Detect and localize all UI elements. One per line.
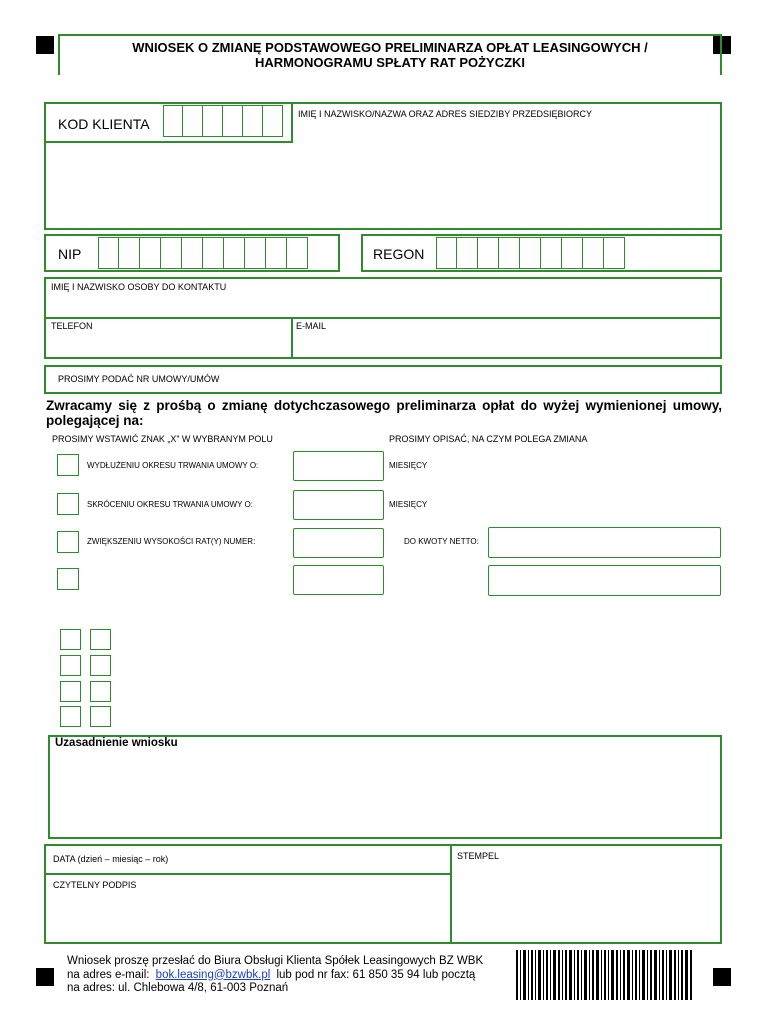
nip-cell[interactable] — [203, 237, 224, 269]
client-code-cell[interactable] — [243, 105, 263, 137]
extra-checkbox[interactable] — [90, 706, 111, 727]
shorten-term-label: SKRÓCENIU OKRESU TRWANIA UMOWY O: — [87, 500, 253, 509]
description-hint: PROSIMY OPISAĆ, NA CZYM POLEGA ZMIANA — [389, 434, 588, 444]
phone-label: TELEFON — [51, 321, 93, 331]
signature-divider — [450, 844, 452, 944]
regon-cell[interactable] — [520, 237, 541, 269]
client-name-label: IMIĘ I NAZWISKO/NAZWA ORAZ ADRES SIEDZIBY PRZEDSIĘBIORCY — [298, 109, 593, 119]
extend-term-checkbox[interactable] — [57, 454, 79, 476]
form-title-line1: WNIOSEK O ZMIANĘ PODSTAWOWEGO PRELIMINARZA OPŁAT LEASINGOWYCH / — [132, 40, 648, 55]
installment-number-input[interactable] — [293, 528, 384, 558]
extra-checkbox[interactable] — [90, 629, 111, 650]
extra-checkbox[interactable] — [60, 706, 81, 727]
registration-mark-bottom-left — [36, 968, 54, 986]
nip-cell[interactable] — [182, 237, 203, 269]
justification-label: Uzasadnienie wniosku — [55, 737, 178, 749]
extend-term-label: WYDŁUŻENIU OKRESU TRWANIA UMOWY O: — [87, 461, 259, 470]
nip-cell[interactable] — [224, 237, 245, 269]
other-option-detail-input[interactable] — [488, 565, 721, 596]
nip-label: NIP — [58, 246, 82, 262]
client-code-cell[interactable] — [223, 105, 243, 137]
nip-cell[interactable] — [266, 237, 287, 269]
regon-cell[interactable] — [562, 237, 583, 269]
footer-line2 — [67, 969, 512, 983]
nip-cells[interactable] — [98, 237, 310, 269]
contract-number-label: PROSIMY PODAĆ NR UMOWY/UMÓW — [58, 374, 220, 384]
client-name-field[interactable] — [48, 146, 718, 226]
regon-cell[interactable] — [436, 237, 457, 269]
nip-cell[interactable] — [245, 237, 266, 269]
footer-email-link[interactable]: bok.leasing@bzwbk.pl — [155, 968, 271, 981]
nip-cell[interactable] — [119, 237, 140, 269]
net-amount-input[interactable] — [488, 527, 721, 558]
increase-installment-label: ZWIĘKSZENIU WYSOKOŚCI RAT(Y) NUMER: — [87, 537, 256, 546]
date-label: DATA (dzień – miesiąc – rok) — [53, 854, 169, 864]
nip-cell[interactable] — [287, 237, 308, 269]
other-option-checkbox[interactable] — [57, 568, 79, 590]
footer-fax-text: lub pod nr fax: 61 850 35 94 lub pocztą — [276, 968, 476, 981]
email-label: E-MAIL — [296, 321, 327, 331]
email-field[interactable] — [291, 317, 722, 359]
regon-cell[interactable] — [541, 237, 562, 269]
extra-checkbox[interactable] — [60, 629, 81, 650]
shorten-term-checkbox[interactable] — [57, 493, 79, 515]
client-code-cell[interactable] — [263, 105, 283, 137]
form-title — [60, 40, 720, 70]
extend-term-months-input[interactable] — [293, 451, 384, 481]
regon-cell[interactable] — [604, 237, 625, 269]
client-code-cell[interactable] — [203, 105, 223, 137]
client-code-label: KOD KLIENTA — [58, 116, 150, 132]
nip-cell[interactable] — [140, 237, 161, 269]
client-code-cells[interactable] — [163, 105, 285, 137]
contact-person-label: IMIĘ I NAZWISKO OSOBY DO KONTAKTU — [51, 282, 227, 292]
nip-cell[interactable] — [98, 237, 119, 269]
justification-field[interactable] — [48, 735, 722, 839]
shorten-term-months-input[interactable] — [293, 490, 384, 520]
signature-label: CZYTELNY PODPIS — [53, 880, 137, 890]
request-heading: Zwracamy się z prośbą o zmianę dotychczasowego preliminarza opłat do wyżej wymienionej umowy, polegającej na: — [46, 398, 722, 428]
extra-checkbox[interactable] — [60, 655, 81, 676]
form-title-line2: HARMONOGRAMU SPŁATY RAT POŻYCZKI — [254, 55, 526, 70]
registration-mark-bottom-right — [713, 968, 731, 986]
extra-checkbox[interactable] — [60, 681, 81, 702]
date-divider — [44, 873, 452, 875]
barcode-icon — [516, 950, 692, 1000]
extra-checkbox[interactable] — [90, 655, 111, 676]
extend-term-unit: MIESIĘCY — [389, 461, 428, 470]
shorten-term-unit: MIESIĘCY — [389, 500, 428, 509]
extra-checkbox[interactable] — [90, 681, 111, 702]
footer-email-prefix: na adres e-mail: — [67, 968, 150, 981]
regon-label: REGON — [373, 246, 425, 262]
increase-installment-checkbox[interactable] — [57, 531, 79, 553]
checkbox-hint: PROSIMY WSTAWIĆ ZNAK „X” W WYBRANYM POLU — [52, 434, 273, 444]
registration-mark-top-left — [36, 36, 54, 54]
nip-cell[interactable] — [161, 237, 182, 269]
stamp-label: STEMPEL — [457, 851, 500, 861]
client-code-cell[interactable] — [183, 105, 203, 137]
other-option-input[interactable] — [293, 565, 384, 595]
footer-line3: na adres: ul. Chlebowa 4/8, 61-003 Poznań — [67, 982, 289, 994]
regon-cell[interactable] — [457, 237, 478, 269]
regon-cell[interactable] — [583, 237, 604, 269]
client-code-cell[interactable] — [163, 105, 183, 137]
regon-cell[interactable] — [478, 237, 499, 269]
footer-instructions — [67, 955, 512, 996]
regon-cell[interactable] — [499, 237, 520, 269]
regon-cells[interactable] — [436, 237, 626, 269]
footer-line1: Wniosek proszę przesłać do Biura Obsługi Klienta Spółek Leasingowych BZ WBK — [67, 955, 484, 967]
net-amount-label: DO KWOTY NETTO: — [404, 537, 479, 546]
